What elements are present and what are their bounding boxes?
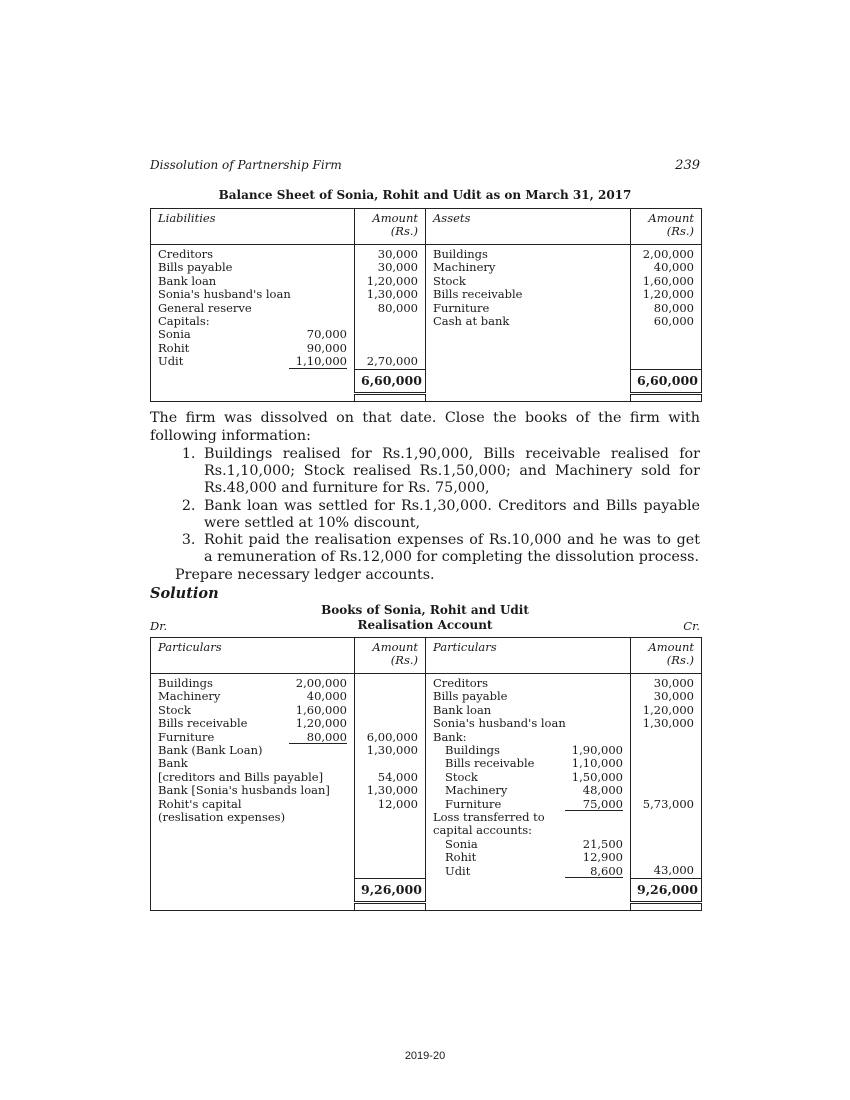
bank-item-row: Machinery 48,000 (445, 783, 623, 798)
debit-asset-row: Stock 1,60,000 (158, 702, 347, 717)
col-assets: Assets (426, 209, 631, 245)
cr-label: Cr. (683, 619, 700, 633)
debit-item: Bank [Sonia's husbands loan] (158, 783, 330, 798)
loss-row: Udit 8,600 (445, 863, 623, 878)
bank-item-row: Buildings 1,90,000 (445, 743, 623, 758)
credit-item: Bills payable (433, 689, 508, 704)
loss-row: Rohit 12,900 (445, 850, 623, 865)
capitals-label: Capitals: (158, 314, 210, 329)
credit-item: Bank loan (433, 702, 492, 717)
bank-item-row: Furniture 75,000 (445, 796, 623, 811)
running-header-title: Dissolution of Partnership Firm (150, 158, 342, 172)
bank-item-row: Stock 1,50,000 (445, 769, 623, 784)
realisation-account-table (150, 637, 702, 911)
col-amount-assets: Amount (Rs.) (631, 209, 702, 245)
balance-sheet-table (150, 208, 702, 402)
question-item: 1. Buildings realised for Rs.1,90,000, Bills receivable realised for Rs.1,10,000; Stock realised Rs.1,50,000; and Machinery sold for Rs.48,000 and furniture for Rs. 75,000, (200, 446, 700, 498)
capital-row: Rohit 90,000 (158, 340, 347, 355)
assets-amounts: 2,00,000 40,000 1,60,000 1,20,000 80,000 60,000 (631, 245, 702, 370)
debit-asset-row: Machinery 40,000 (158, 689, 347, 704)
asset-item: Machinery (433, 260, 496, 275)
credit-particulars (426, 674, 631, 879)
col-particulars-dr: Particulars (151, 638, 355, 674)
asset-item: Cash at bank (433, 314, 510, 329)
liabilities-list (151, 245, 355, 370)
solution-heading: Solution (150, 585, 219, 602)
total-debit: 9,26,000 (355, 878, 426, 902)
question-item: 3. Rohit paid the realisation expenses of Rs.10,000 and he was to get a remuneration of Rs.12,000 for completing the dissolution process. (200, 532, 700, 566)
capital-row: Sonia 70,000 (158, 327, 347, 342)
debit-asset-row: Furniture 80,000 (158, 729, 347, 744)
col-amount-dr: Amount (Rs.) (355, 638, 426, 674)
credit-amounts: 30,000 30,000 1,20,000 1,30,000 5,73,000 43,000 (631, 674, 702, 879)
loss-label: capital accounts: (433, 823, 533, 838)
question-item: 2. Bank loan was settled for Rs.1,30,000. Creditors and Bills payable were settled at 10% discount, (200, 498, 700, 532)
bank-label: Bank: (433, 729, 467, 744)
debit-asset-row: Bills receivable 1,20,000 (158, 716, 347, 731)
capitals-total: 2,70,000 (366, 354, 418, 369)
question-intro: The firm was dissolved on that date. Close the books of the firm with following information: (150, 410, 700, 444)
total-assets: 6,60,000 (631, 369, 702, 393)
col-liabilities: Liabilities (151, 209, 355, 245)
debit-particulars (151, 674, 355, 879)
debit-item: Rohit's capital (158, 796, 242, 811)
debit-assets-total: 6,00,000 (366, 729, 418, 744)
loss-label: Loss transferred to (433, 809, 545, 824)
asset-item: Furniture (433, 300, 490, 315)
debit-item: Bank (Bank Loan) (158, 742, 263, 757)
books-title: Books of Sonia, Rohit and Udit (321, 603, 529, 617)
asset-item: Buildings (433, 247, 488, 261)
debit-amounts: 6,00,000 1,30,000 54,000 1,30,000 12,000 (355, 674, 426, 879)
bank-total: 5,73,000 (642, 796, 694, 811)
col-particulars-cr: Particulars (426, 638, 631, 674)
loss-total: 43,000 (653, 863, 694, 878)
liability-item: Bills payable (158, 260, 233, 275)
capital-row: Udit 1,10,000 (158, 354, 347, 369)
loss-row: Sonia 21,500 (445, 836, 623, 851)
liability-item: Bank loan (158, 273, 217, 288)
liabilities-amounts: 30,000 30,000 1,20,000 1,30,000 80,000 2,70,000 (355, 245, 426, 370)
debit-item: Bank (158, 756, 188, 771)
dr-label: Dr. (150, 619, 168, 633)
col-amount-cr: Amount (Rs.) (631, 638, 702, 674)
page-footer-year: 2019-20 (404, 1050, 446, 1062)
account-title: Realisation Account (357, 618, 493, 632)
assets-list (426, 245, 631, 370)
page-number: 239 (675, 158, 700, 173)
bank-item-row: Bills receivable 1,10,000 (445, 756, 623, 771)
debit-item: [creditors and Bills payable] (158, 769, 324, 784)
asset-item: Bills receivable (433, 287, 523, 302)
total-liabilities: 6,60,000 (355, 369, 426, 393)
debit-asset-row: Buildings 2,00,000 (158, 676, 347, 690)
question-list (150, 446, 700, 566)
debit-item: (reslisation expenses) (158, 809, 286, 824)
prepare-instruction: Prepare necessary ledger accounts. (175, 567, 435, 583)
col-amount-liabilities: Amount (Rs.) (355, 209, 426, 245)
liability-item: General reserve (158, 300, 252, 315)
balance-sheet-title: Balance Sheet of Sonia, Rohit and Udit as on March 31, 2017 (218, 188, 632, 202)
liability-item: Creditors (158, 247, 214, 261)
credit-item: Creditors (433, 676, 489, 690)
total-credit: 9,26,000 (631, 878, 702, 902)
credit-item: Sonia's husband's loan (433, 716, 566, 731)
asset-item: Stock (433, 273, 466, 288)
liability-item: Sonia's husband's loan (158, 287, 291, 302)
